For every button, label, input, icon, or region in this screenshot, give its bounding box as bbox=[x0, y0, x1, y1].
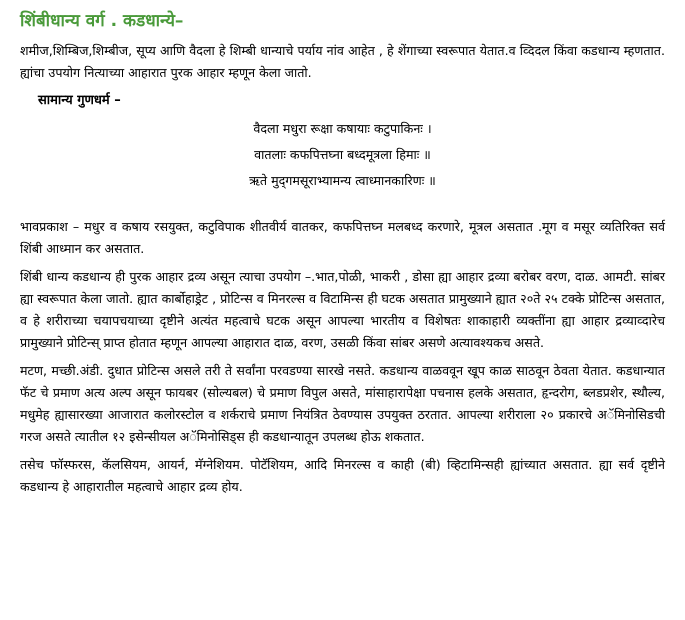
shloka-line: वैदला मधुरा रूक्षा कषायाः कटुपाकिनः । bbox=[253, 121, 432, 136]
usage-paragraph: शिंबी धान्य कडधान्य ही पुरक आहार द्रव्य असून त्याचा उपयोग –.भात,पोळी, भाकरी , डोसा ह्या आहार द्रव्या बरोबर वरण, दाळ. आमटी. सांबर ह्या स्वरूपात केला जातो. ह्यात कार्बोहाड्रेट , प्रोटिन्स व मिनरल्स व विटामिन्स ही घटक असतात प्रामुख्याने ह्यात २०ते २५ टक्के प्रोटिन्स असतात, व हे शरीराच्या चयापचयाच्या दृष्टीने अत्यंत महत्वाचे घटक असून आपल्या भारतीय व विशेषतः शाकाहारी व्यक्तींना ह्या आहार द्रव्याव्दारेच प्रामुख्याने प्रोटिन्स् प्राप्त होतात म्हणून आपल्या आहारात दाळ, वरण, उसळी किंवा सांबर असणे अत्यावश्यकच असते. bbox=[20, 269, 666, 350]
bhavaprakash-paragraph: भावप्रकाश – मधुर व कषाय रसयुक्त, कटुविपाक शीतवीर्य वातकर, कफपित्तघ्न मलबध्द करणारे, मूत्रल असतात .मूग व मसूर व्यतिरिक्त सर्व शिंबी आध्मान कर असतात. bbox=[20, 219, 665, 256]
section-spacer bbox=[20, 194, 665, 216]
nutrition-paragraph: मटण, मच्छी.अंडी. दुधात प्रोटिन्स असले तरी ते सर्वांना परवडण्या सारखे नसते. कडधान्य वाळववून खूप काळ साठवून ठेवता येतात. कडधान्यात फॅट चे प्रमाण अत्य अल्प असून फायबर (सोल्यबल) चे प्रमाण विपुल असते, मांसाहारापेक्षा पचनास हलके असतात, हृन्दरोग, ब्लडप्रशेर, स्थौल्य, मधुमेह ह्यासारख्या आजारात कलोरस्टोल व शर्कराचे प्रमाण नियंत्रित ठेवण्यास उपयुक्त ठरतात. आपल्या शरीराला २० प्रकारचे अॅमिनोसिडची गरज असते त्यातील १२ इसेन्सीयल अॅमिनोसिड्स ही कडधान्यातून उपलब्ध होऊ शकतात. bbox=[20, 363, 665, 444]
shloka-line: वातलाः कफपित्तघ्ना बध्दमूत्रला हिमाः ॥ bbox=[254, 147, 431, 162]
shloka-block bbox=[20, 116, 665, 194]
shloka-line: ऋते मुद्‌गमसूराभ्यामन्य त्वाध्मानकारिणः ॥ bbox=[249, 173, 436, 188]
page-title: शिंबीधान्य वर्ग . कडधान्ये– bbox=[20, 11, 184, 31]
minerals-paragraph: तसेच फॉस्फरस, कॅलसियम, आयर्न, मॅग्नेशियम. पोटॅशियम, आदि मिनरल्स व काही (बी) व्हिटामिन्सही ह्यांच्यात असतात. ह्या सर्व दृष्टीने कडधान्य हे आहारातील महत्वाचे आहार द्रव्य होय. bbox=[20, 457, 665, 494]
intro-paragraph: शमीज,शिम्बिज,शिम्बीज, सूप्य आणि वैदला हे शिम्बी धान्याचे पर्याय नांव आहेत , हे शेंगाच्या स्वरूपात येतात.व व्दिदल किंवा कडधान्य म्हणतात. ह्यांचा उपयोग नित्याच्या आहारात पुरक आहार म्हणून केला जातो. bbox=[20, 43, 665, 80]
properties-heading: सामान्य गुणधर्म – bbox=[38, 93, 121, 108]
